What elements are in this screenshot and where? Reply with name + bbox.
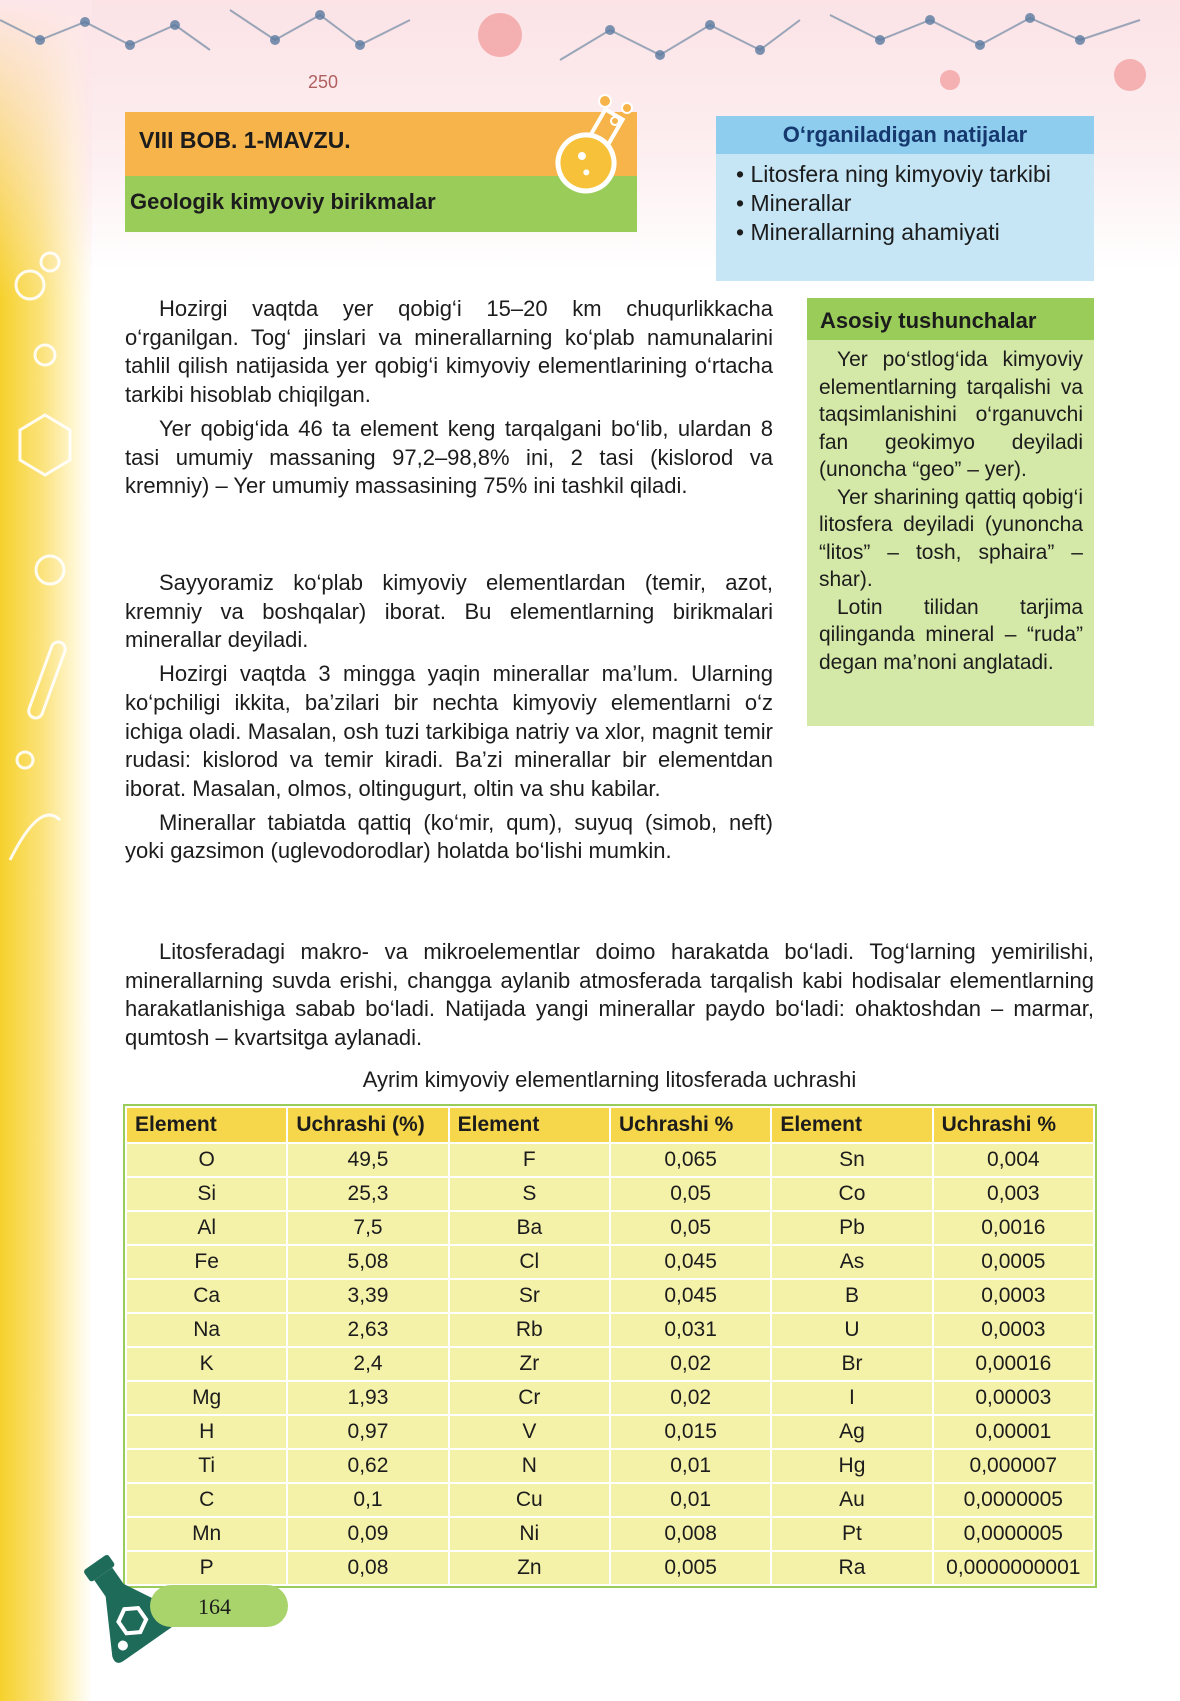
occurrence-cell: 0,0003: [933, 1279, 1094, 1313]
occurrence-cell: 0,065: [610, 1143, 771, 1177]
occurrence-cell: 7,5: [287, 1211, 448, 1245]
lab-icons-decoration: [0, 0, 92, 900]
occurrence-cell: 0,62: [287, 1449, 448, 1483]
table-row: [126, 1381, 1094, 1415]
decor-number: 250: [308, 72, 339, 92]
element-cell: Sn: [771, 1143, 932, 1177]
occurrence-cell: 0,0005: [933, 1245, 1094, 1279]
occurrence-cell: 1,93: [287, 1381, 448, 1415]
occurrence-cell: 0,0003: [933, 1313, 1094, 1347]
element-cell: Cu: [449, 1483, 610, 1517]
table-row: [126, 1279, 1094, 1313]
table-row: [126, 1245, 1094, 1279]
occurrence-cell: 0,00003: [933, 1381, 1094, 1415]
occurrence-cell: 0,045: [610, 1279, 771, 1313]
element-cell: F: [449, 1143, 610, 1177]
table-row: [126, 1415, 1094, 1449]
table-row: [126, 1517, 1094, 1551]
occurrence-cell: 49,5: [287, 1143, 448, 1177]
table-row: [126, 1347, 1094, 1381]
concept-paragraph: Yer sharining qattiq qobig‘i litosfera deyiladi (yunoncha “litos” – tosh, sphaira” – shar).: [819, 485, 1083, 591]
key-concepts-text: [819, 346, 1083, 676]
occurrence-cell: 2,4: [287, 1347, 448, 1381]
table-caption: Ayrim kimyoviy elementlarning litosferada uchrashi: [362, 1067, 857, 1092]
element-cell: Sr: [449, 1279, 610, 1313]
table-row: [126, 1551, 1094, 1585]
table-row: [126, 1143, 1094, 1177]
paragraph: Minerallar tabiatda qattiq (ko‘mir, qum), suyuq (simob, neft) yoki gazsimon (uglevodorodlar) holatda bo‘lishi mumkin.: [125, 809, 773, 864]
column-header: Uchrashi %: [610, 1107, 771, 1143]
occurrence-cell: 0,1: [287, 1483, 448, 1517]
element-cell: Mn: [126, 1517, 287, 1551]
occurrence-cell: 0,008: [610, 1517, 771, 1551]
occurrence-cell: 5,08: [287, 1245, 448, 1279]
occurrence-cell: 0,09: [287, 1517, 448, 1551]
table-row: [126, 1177, 1094, 1211]
occurrence-cell: 25,3: [287, 1177, 448, 1211]
element-cell: Cl: [449, 1245, 610, 1279]
page-number: 164: [198, 1594, 231, 1619]
element-cell: O: [126, 1143, 287, 1177]
element-cell: Si: [126, 1177, 287, 1211]
element-cell: Ra: [771, 1551, 932, 1585]
paragraph: Sayyoramiz ko‘plab kimyoviy elementlardan (temir, azot, kremniy va boshqalar) iborat. Bu elementlarning birikmalari minerallar deyiladi.: [125, 570, 773, 653]
element-cell: Ag: [771, 1415, 932, 1449]
occurrence-cell: 0,00001: [933, 1415, 1094, 1449]
element-cell: Na: [126, 1313, 287, 1347]
occurrence-cell: 0,00016: [933, 1347, 1094, 1381]
element-cell: B: [771, 1279, 932, 1313]
occurrence-cell: 0,01: [610, 1483, 771, 1517]
column-header: Element: [449, 1107, 610, 1143]
element-cell: Mg: [126, 1381, 287, 1415]
key-concepts-title: Asosiy tushunchalar: [820, 308, 1037, 333]
occurrence-cell: 0,05: [610, 1177, 771, 1211]
occurrence-cell: 0,01: [610, 1449, 771, 1483]
list-item: • Litosfera ning kimyoviy tarkibi: [736, 160, 1051, 189]
list-item: • Minerallarning ahamiyati: [736, 218, 1051, 247]
element-cell: Ba: [449, 1211, 610, 1245]
table-header-row: [126, 1107, 1094, 1143]
element-cell: I: [771, 1381, 932, 1415]
element-cell: Hg: [771, 1449, 932, 1483]
occurrence-cell: 0,005: [610, 1551, 771, 1585]
intro-text: [125, 295, 773, 506]
occurrence-cell: 0,02: [610, 1347, 771, 1381]
element-cell: Pb: [771, 1211, 932, 1245]
occurrence-cell: 0,031: [610, 1313, 771, 1347]
element-cell: N: [449, 1449, 610, 1483]
element-cell: Zr: [449, 1347, 610, 1381]
occurrence-cell: 0,0000000001: [933, 1551, 1094, 1585]
table-body: [126, 1143, 1094, 1585]
element-cell: Rb: [449, 1313, 610, 1347]
element-cell: Ca: [126, 1279, 287, 1313]
table-row: [126, 1313, 1094, 1347]
element-cell: Au: [771, 1483, 932, 1517]
chapter-title: VIII BOB. 1-MAVZU.: [139, 127, 351, 153]
element-cell: Ti: [126, 1449, 287, 1483]
concept-paragraph: Yer po‘stlog‘ida kimyoviy elementlarning tarqalishi va taqsimlanishini o‘rganuvchi fan geokimyo deyiladi (unoncha “geo” – yer).: [819, 348, 1083, 481]
element-cell: Al: [126, 1211, 287, 1245]
element-cell: V: [449, 1415, 610, 1449]
learning-results-title: O‘rganiladigan natijalar: [716, 116, 1094, 154]
occurrence-cell: 0,003: [933, 1177, 1094, 1211]
concept-paragraph: Lotin tilidan tarjima qilinganda mineral – “ruda” degan ma’noni anglatadi.: [819, 595, 1083, 674]
table-row: [126, 1449, 1094, 1483]
element-cell: Pt: [771, 1517, 932, 1551]
element-cell: U: [771, 1313, 932, 1347]
topic-title: Geologik kimyoviy birikmalar: [130, 189, 436, 214]
minerals-text: [125, 569, 773, 871]
list-item: • Minerallar: [736, 189, 1051, 218]
element-cell: Fe: [126, 1245, 287, 1279]
element-cell: Cr: [449, 1381, 610, 1415]
table-row: [126, 1483, 1094, 1517]
elements-table: [125, 1106, 1095, 1586]
occurrence-cell: 0,045: [610, 1245, 771, 1279]
paragraph: Yer qobig‘ida 46 ta element keng tarqalgani bo‘lib, ulardan 8 tasi umumiy massaning 97,2–98,8% ini, 2 tasi (kislorod va kremniy) – Yer umumiy massasining 75% ini tashkil qiladi.: [125, 415, 773, 499]
element-cell: Ni: [449, 1517, 610, 1551]
element-cell: Co: [771, 1177, 932, 1211]
occurrence-cell: 0,000007: [933, 1449, 1094, 1483]
column-header: Uchrashi %: [933, 1107, 1094, 1143]
occurrence-cell: 2,63: [287, 1313, 448, 1347]
element-cell: Zn: [449, 1551, 610, 1585]
element-cell: P: [126, 1551, 287, 1585]
column-header: Uchrashi (%): [287, 1107, 448, 1143]
column-header: Element: [126, 1107, 287, 1143]
column-header: Element: [771, 1107, 932, 1143]
occurrence-cell: 0,05: [610, 1211, 771, 1245]
element-cell: Br: [771, 1347, 932, 1381]
occurrence-cell: 0,97: [287, 1415, 448, 1449]
occurrence-cell: 0,0000005: [933, 1483, 1094, 1517]
occurrence-cell: 0,015: [610, 1415, 771, 1449]
flask-icon: [535, 86, 645, 206]
occurrence-cell: 0,02: [610, 1381, 771, 1415]
table-row: [126, 1211, 1094, 1245]
paragraph: Litosferadagi makro- va mikroelementlar doimo harakatda bo‘ladi. Tog‘larning yemirilishi, minerallarning suvda erishi, changga aylanib atmosferada tarqalish kabi hodisalar elementlarning harakatlanishiga sabab bo‘ladi. Natijada yangi minerallar paydo bo‘ladi: ohaktoshdan – marmar, qumtosh – kvartsitga aylanadi.: [125, 939, 1094, 1051]
learning-results-list: [736, 160, 1051, 247]
occurrence-cell: 0,0016: [933, 1211, 1094, 1245]
occurrence-cell: 0,0000005: [933, 1517, 1094, 1551]
occurrence-cell: 3,39: [287, 1279, 448, 1313]
element-cell: S: [449, 1177, 610, 1211]
occurrence-cell: 0,004: [933, 1143, 1094, 1177]
paragraph: Hozirgi vaqtda 3 mingga yaqin minerallar ma’lum. Ularning ko‘pchiligi ikkita, ba’zilari bir nechta kimyoviy elementlarni o‘z ichiga oladi. Masalan, osh tuzi tarkibiga natriy va xlor, magnit temir rudasi: kislorod va temir kiradi. Ba’zi minerallar bir elementdan iborat. Masalan, olmos, oltingugurt, oltin va shu kabilar.: [125, 661, 773, 801]
occurrence-cell: 0,08: [287, 1551, 448, 1585]
movement-text: [125, 938, 1094, 1053]
paragraph: Hozirgi vaqtda yer qobig‘i 15–20 km chuqurlikkacha o‘rganilgan. Tog‘ jinslari va minerallarning ko‘plab namunalarini tahlil qilish natijasida yer qobig‘i kimyoviy elementlarining o‘rtacha tarkibi hisoblab chiqilgan.: [125, 296, 773, 408]
element-cell: As: [771, 1245, 932, 1279]
element-cell: K: [126, 1347, 287, 1381]
element-cell: H: [126, 1415, 287, 1449]
element-cell: C: [126, 1483, 287, 1517]
